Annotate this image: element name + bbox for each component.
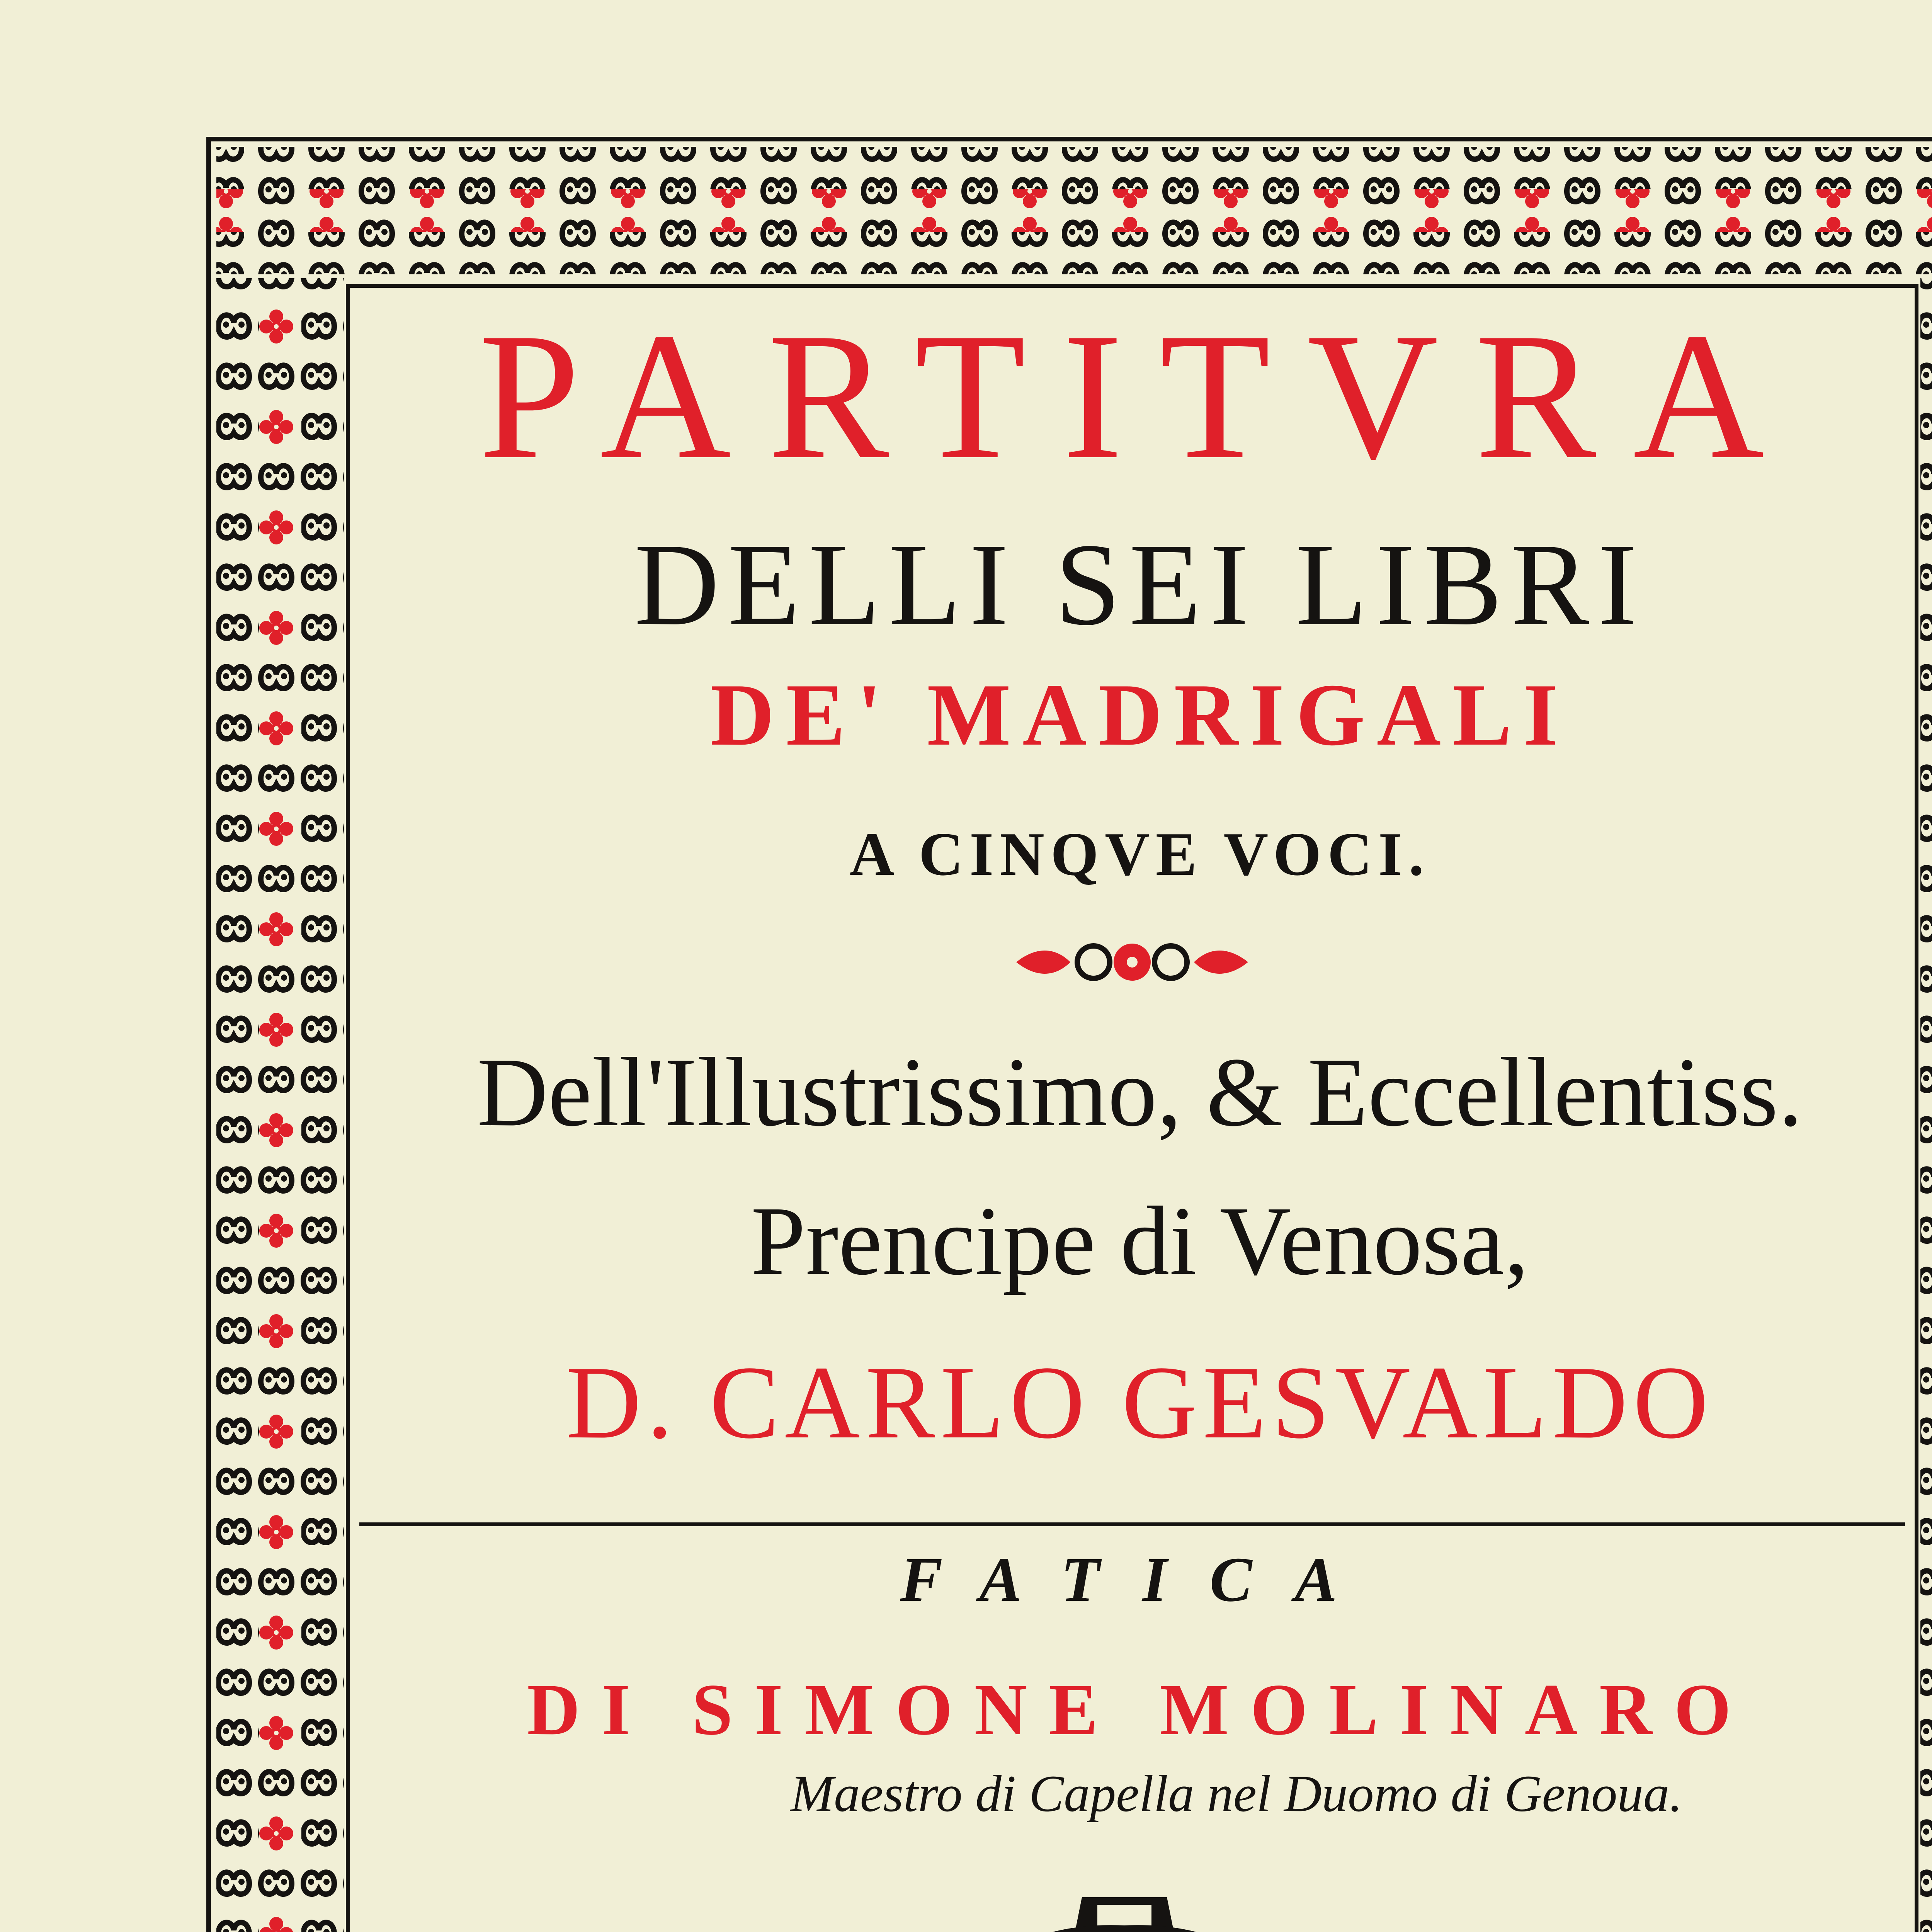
horizontal-rule	[359, 1522, 1905, 1526]
subtitle-line-2: DE' MADRIGALI	[710, 665, 1570, 764]
title: PARTITVRA	[479, 295, 1801, 497]
voices-line: A CINQVE VOCI.	[849, 820, 1430, 888]
dedication-line-2: Prencipe di Venosa,	[751, 1187, 1529, 1296]
composer-name: D. CARLO GESVALDO	[566, 1345, 1714, 1460]
dedication-line-1: Dell'Illustrissimo, & Eccellentiss.	[477, 1038, 1803, 1147]
subtitle-line-1: DELLI SEI LIBRI	[634, 519, 1646, 650]
fleuron-ornament	[1012, 937, 1252, 987]
printer-emblem	[881, 1882, 1368, 1932]
editor-name: DI SIMONE MOLINARO	[527, 1669, 1753, 1750]
fatica-label: FATICA	[900, 1544, 1380, 1615]
editor-role: Maestro di Capella nel Duomo di Genoua.	[790, 1765, 1683, 1823]
